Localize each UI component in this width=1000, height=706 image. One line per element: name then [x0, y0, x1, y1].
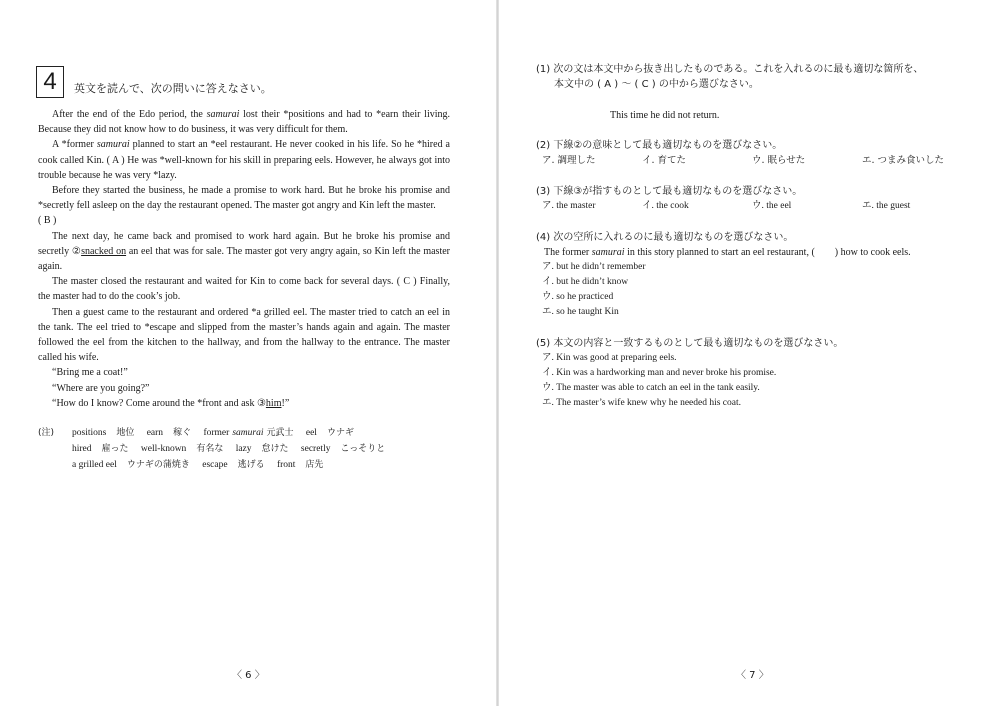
- q5-option-d[interactable]: エ. The master’s wife knew why he needed his coat.: [542, 398, 741, 408]
- q4-option-b[interactable]: イ. but he didn’t know: [542, 277, 629, 287]
- q4-sentence: The former samurai in this story planned to start an eel restaurant, ( ) how to cook eels.: [544, 247, 911, 258]
- underline-3: him: [265, 397, 282, 409]
- dialogue-2: “Where are you going?”: [52, 382, 150, 394]
- q5-option-c[interactable]: ウ. The master was able to catch an eel in the tank easily.: [542, 383, 760, 393]
- q2-option-a[interactable]: ア. 調理した: [542, 155, 596, 166]
- paragraph-3: Before they started the business, he made a promise to work hard. But he broke his promise and *secretly fell asleep on the day the restaurant opened. The master got angry and Kin left the master.: [38, 185, 450, 212]
- q4-option-c[interactable]: ウ. so he practiced: [542, 292, 614, 302]
- notes-row-1: positions 地位 earn 稼ぐ former samurai 元武士 eel ウナギ: [72, 428, 354, 438]
- q5-option-a[interactable]: ア. Kin was good at preparing eels.: [542, 353, 677, 363]
- q2-option-c[interactable]: ウ. 眠らせた: [752, 155, 806, 166]
- q2-option-b[interactable]: イ. 育てた: [642, 155, 687, 166]
- q4-option-a[interactable]: ア. but he didn’t remember: [542, 262, 646, 272]
- question-number-box: 4: [36, 66, 64, 98]
- paragraph-6: Then a guest came to the restaurant and ordered *a grilled eel. The master tried to catch an eel in the tank. The eel tried to *escape and slipped from the master’s hands again and again. The master followed the eel from the kitchen to the hallway, and from the hallway to the entrance. The master called his wife.: [38, 306, 450, 364]
- q4-option-d[interactable]: エ. so he taught Kin: [542, 307, 619, 317]
- notes-row-2: hired 雇った well-known 有名な lazy 怠けた secretly こっそりと: [72, 444, 386, 454]
- left-page: [0, 0, 496, 706]
- q3-option-c[interactable]: ウ. the eel: [752, 201, 792, 211]
- q2-option-d[interactable]: エ. つまみ食いした: [862, 155, 945, 166]
- question-4: (4) 次の空所に入れるのに最も適切なものを選びなさい。 The former samurai in this story planned to start an eel restaurant, ( ) how to cook eels. ア. but he didn’t remember イ. but he didn’t know ウ. so he practiced エ. so he taught Kin: [536, 230, 911, 320]
- notes-row-3: a grilled eel ウナギの蒲焼き escape 逃げる front 店先: [72, 460, 324, 470]
- blank-b: ( B ): [38, 215, 57, 227]
- paragraph-4: The next day, he came back and promised to work hard again. But he broke his promise and secretly ②snacked on an eel that was for sale. The master got very angry again, so Kin left the master again.: [38, 230, 450, 273]
- q1-sentence: This time he did not return.: [610, 110, 720, 121]
- page-number-right: 〈 7 〉: [736, 670, 769, 681]
- q3-option-d[interactable]: エ. the guest: [862, 201, 911, 211]
- book-spine: [496, 0, 499, 706]
- paragraph-5: The master closed the restaurant and waited for Kin to come back for several days. ( C ) Finally, the master had to do the cook’s job.: [38, 276, 450, 303]
- instruction: 英文を読んで、次の問いに答えなさい。: [74, 82, 272, 95]
- underline-2: snacked on: [81, 245, 127, 257]
- q3-option-a[interactable]: ア. the master: [542, 201, 596, 211]
- q5-option-b[interactable]: イ. Kin was a hardworking man and never broke his promise.: [542, 368, 777, 378]
- passage: [38, 107, 450, 411]
- paragraph-2: A *former samurai planned to start an *eel restaurant. He never cooked in his life. So he *hired a cook called Kin. ( A ) He was *well-known for his skill in preparing eels. However, he always got into trouble because he was very *lazy.: [38, 139, 450, 181]
- right-page: [500, 0, 1000, 706]
- paragraph-1: After the end of the Edo period, the samurai lost their *positions and had to *earn their living. Because they did not know how to do business, it was very difficult for them.: [38, 109, 450, 136]
- page-number-left: 〈 6 〉: [232, 670, 265, 681]
- question-3: (3) 下線③が指すものとして最も適切なものを選びなさい。 ア. the master イ. the cook ウ. the eel エ. the guest: [536, 184, 962, 214]
- q3-option-b[interactable]: イ. the cook: [642, 201, 689, 211]
- question-5: (5) 本文の内容と一致するものとして最も適切なものを選びなさい。 ア. Kin was good at preparing eels. イ. Kin was a hardworking man and never broke his promise. ウ. The master was able to catch an eel in the tank easily. エ. The master’s wife knew why he needed his coat.: [536, 336, 843, 411]
- notes-label: (注): [38, 428, 55, 438]
- question-2: (2) 下線②の意味として最も適切なものを選びなさい。 ア. 調理した イ. 育てた ウ. 眠らせた エ. つまみ食いした: [536, 138, 962, 168]
- question-1: (1) 次の文は本文中から抜き出したものである。これを入れるのに最も適切な箇所を、 本文中の ( A ) ～ ( C ) の中から選びなさい。 This time he did not return.: [536, 64, 924, 121]
- dialogue-1: “Bring me a coat!”: [52, 367, 128, 379]
- dialogue-3: “How do I know? Come around the *front and ask ③him!”: [52, 397, 290, 409]
